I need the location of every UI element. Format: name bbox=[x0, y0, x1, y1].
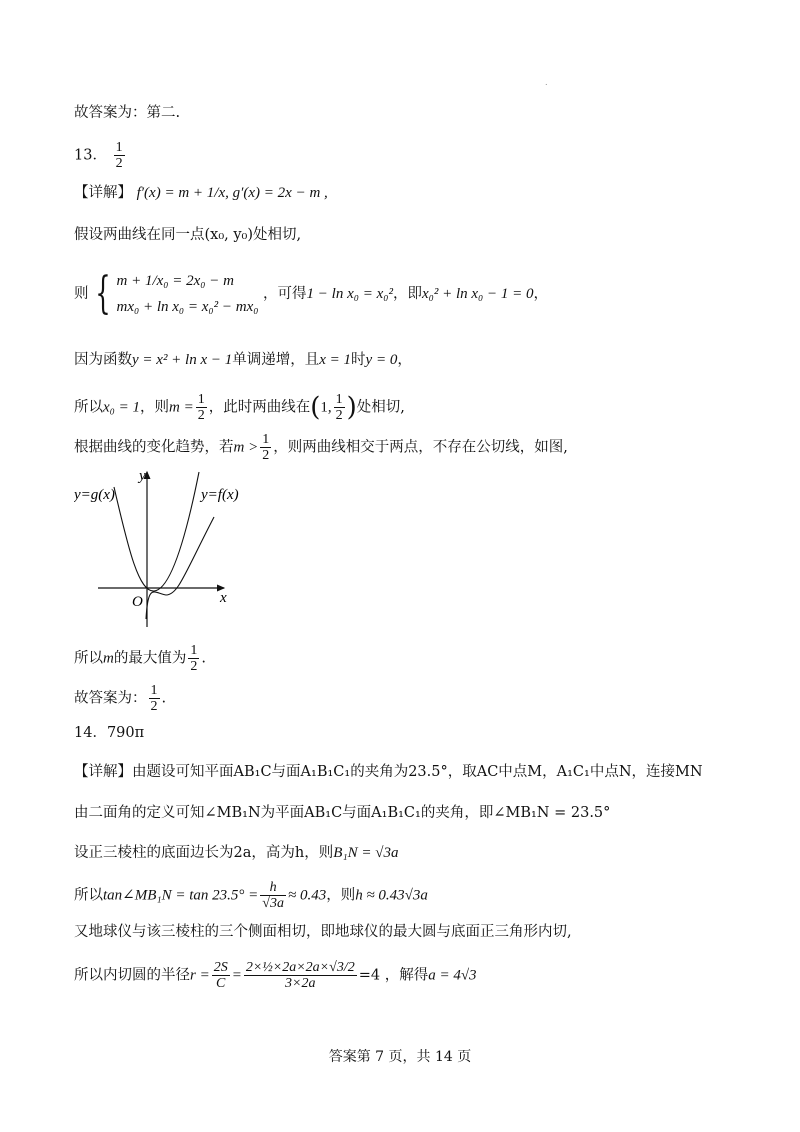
equation-system bbox=[117, 268, 259, 320]
page-footer: 答案第 7 页，共 14 页 bbox=[328, 1049, 472, 1065]
text: . bbox=[161, 690, 167, 707]
fraction-h-over-sqrt3a bbox=[260, 880, 286, 911]
x0-eq: x₀ = 1 bbox=[103, 399, 140, 416]
text: ，则 bbox=[326, 887, 356, 904]
b1n-eq: B₁N = √3a bbox=[333, 845, 399, 861]
point-x: 1, bbox=[320, 399, 332, 416]
frac-num: 2×½×2a×2a×√3/2 bbox=[245, 960, 355, 975]
text: =4 ，解得 bbox=[358, 967, 429, 984]
fraction-half bbox=[188, 643, 199, 674]
text: ，则两曲线相交于两点，不存在公切线，如图, bbox=[273, 439, 568, 456]
stray-dot: . bbox=[545, 78, 548, 87]
curve-g bbox=[114, 472, 199, 591]
m-ineq: m > bbox=[233, 439, 259, 456]
frac-den: 3×2a bbox=[285, 976, 316, 991]
frac-den: 2 bbox=[190, 659, 198, 674]
system-eq-2: mx₀ + ln x₀ = x₀² − mx₀ bbox=[116, 299, 259, 315]
answer-13-line bbox=[74, 683, 166, 714]
text: 设正三棱柱的底面边长为2a，高为h，则 bbox=[74, 845, 334, 861]
text: 单调递增，且 bbox=[232, 352, 320, 368]
text: 所以 bbox=[74, 650, 103, 667]
question-14-answer: 14．790π bbox=[74, 725, 145, 741]
frac-num: 1 bbox=[115, 140, 123, 155]
tan-eq: tan∠MB₁N = tan 23.5° = bbox=[103, 887, 259, 904]
text: 根据曲线的变化趋势，若 bbox=[74, 439, 234, 456]
frac-den: 2 bbox=[262, 448, 270, 463]
var-m: m bbox=[103, 650, 114, 667]
r-eq: r = bbox=[190, 967, 210, 984]
h-approx: h ≈ 0.43√3a bbox=[355, 887, 428, 904]
y-axis-label: y bbox=[139, 468, 146, 484]
text: 所以内切圆的半径 bbox=[74, 967, 190, 984]
monotone-line bbox=[74, 350, 412, 370]
text: 所以 bbox=[74, 887, 103, 904]
m-eq: m = bbox=[169, 399, 194, 416]
detail-14-line bbox=[74, 762, 703, 782]
side-length-line bbox=[74, 843, 398, 863]
eq-a: 1 − ln x₀ = x₀² bbox=[306, 286, 393, 302]
fraction-half bbox=[149, 683, 160, 714]
tan-line bbox=[74, 880, 428, 911]
frac-num: 1 bbox=[197, 392, 205, 407]
text: . bbox=[201, 650, 206, 667]
frac-num: h bbox=[260, 880, 286, 896]
fraction-half bbox=[114, 140, 125, 171]
curves-diagram bbox=[74, 467, 244, 637]
frac-den: 2 bbox=[197, 408, 205, 423]
system-eq-1: m + 1/x₀ = 2x₀ − m bbox=[116, 273, 234, 289]
end-text: ， bbox=[533, 286, 548, 302]
detail-tag: 【详解】 bbox=[74, 185, 132, 201]
paren-left: ( bbox=[310, 392, 321, 423]
detail-tag: 【详解】 bbox=[74, 764, 132, 780]
frac-num: 1 bbox=[335, 392, 343, 407]
conclusion-line bbox=[74, 392, 405, 423]
g-label: y=g(x) bbox=[74, 487, 115, 503]
text: 由题设可知平面AB₁C与面A₁B₁C₁的夹角为23.5°，取AC中点M，A₁C₁中点N，连接MN bbox=[132, 764, 703, 780]
text: 的最大值为 bbox=[113, 650, 187, 667]
fraction-half bbox=[260, 432, 271, 463]
curve-f bbox=[146, 517, 214, 619]
brace-icon: { bbox=[94, 268, 111, 319]
x-eq: x = 1 bbox=[319, 352, 352, 368]
trend-line bbox=[74, 432, 568, 463]
text: 所以 bbox=[74, 399, 103, 416]
mid-text: ，可得 bbox=[263, 286, 307, 302]
globe-line: 又地球仪与该三棱柱的三个侧面相切，即地球仪的最大圆与底面正三角形内切, bbox=[74, 924, 572, 940]
text: 因为函数 bbox=[74, 352, 132, 368]
frac-num: 2S bbox=[213, 960, 228, 975]
text: ，此时两曲线在 bbox=[208, 399, 311, 416]
text: 处相切, bbox=[356, 399, 405, 416]
fraction-2s-over-c bbox=[212, 960, 230, 991]
x-axis-label: x bbox=[220, 590, 227, 606]
approx: ≈ 0.43 bbox=[287, 887, 327, 904]
dihedral-line: 由二面角的定义可知∠MB₁N为平面AB₁C与面A₁B₁C₁的夹角，即∠MB₁N = 23.5° bbox=[74, 805, 611, 821]
frac-num: 1 bbox=[190, 643, 198, 658]
func-eq: y = x² + ln x − 1 bbox=[132, 352, 233, 368]
question-13-answer bbox=[74, 140, 127, 171]
frac-num: 1 bbox=[150, 683, 158, 698]
fraction-big bbox=[244, 960, 357, 991]
then-prefix: 则 bbox=[74, 286, 89, 302]
f-label: y=f(x) bbox=[201, 487, 239, 503]
frac-den: 2 bbox=[150, 699, 158, 714]
a-eq: a = 4√3 bbox=[428, 967, 477, 984]
frac-num: 1 bbox=[262, 432, 270, 447]
question-number: 13． bbox=[74, 147, 107, 164]
text: ，则 bbox=[140, 399, 169, 416]
fraction-half bbox=[196, 392, 207, 423]
derivative-eq: f′(x) = m + 1/x, g′(x) = 2x − m , bbox=[136, 185, 328, 201]
eq-b: x₀² + ln x₀ − 1 = 0 bbox=[421, 286, 534, 302]
text: 故答案为： bbox=[74, 690, 147, 707]
frac-den: √3a bbox=[262, 896, 284, 911]
detail-13-line bbox=[74, 183, 328, 203]
assume-line: 假设两曲线在同一点(x₀, y₀)处相切, bbox=[74, 227, 302, 243]
text: 时 bbox=[351, 352, 366, 368]
fraction-half bbox=[334, 392, 345, 423]
paren-right: ) bbox=[346, 392, 357, 423]
text: ， bbox=[397, 352, 412, 368]
origin-label: O bbox=[132, 594, 143, 610]
radius-line: 所以内切圆的半径r = $\frac{2S}{C}$ = $\frac{\text{2×½×2a×2a×√3/2}}{3\times 2a}$ =4 ，解得a = 4√3 bbox=[74, 960, 477, 991]
frac-den: 2 bbox=[335, 408, 343, 423]
frac-den: C bbox=[216, 976, 226, 991]
max-line bbox=[74, 643, 206, 674]
system-line bbox=[74, 268, 548, 320]
answer-line-prev: 故答案为：第二. bbox=[74, 105, 181, 121]
y-eq: y = 0 bbox=[365, 352, 398, 368]
frac-den: 2 bbox=[115, 156, 123, 171]
mid-text-2: ，即 bbox=[392, 286, 422, 302]
